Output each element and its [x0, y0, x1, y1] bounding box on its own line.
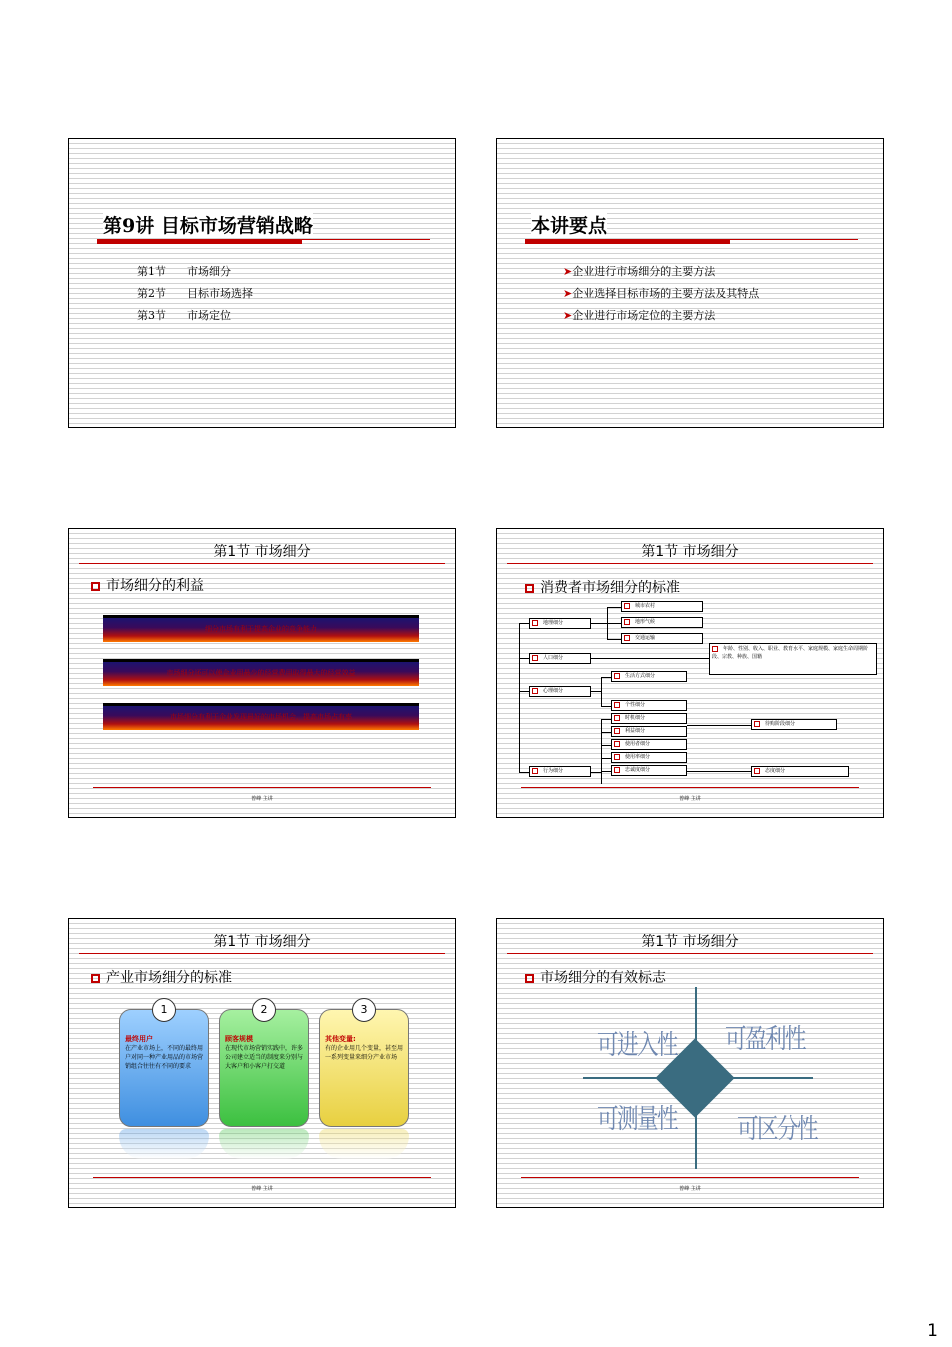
- card-text: 在现代市场营销实践中，许多公司建立适当的制度来分别与大客户和小客户打交道: [225, 1045, 304, 1070]
- bullet-square-icon: [525, 584, 534, 593]
- slide-heading: 市场细分的利益: [91, 575, 204, 595]
- toc-item: 第1节 市场细分: [137, 265, 231, 278]
- toc-item: 第2节 目标市场选择: [137, 287, 253, 300]
- psy-item: 生活方式细分: [611, 671, 687, 682]
- slide-title: 第9讲 目标市场营销战略: [103, 211, 313, 238]
- title-underline: [97, 239, 302, 244]
- title-rule: [730, 239, 858, 240]
- section-title: 第1节 市场细分: [641, 544, 739, 560]
- card-number: 1: [152, 998, 176, 1022]
- demographic-box: 年龄、性别、收入、职业、教育水平、家庭规模、家庭生命周期阶段、宗教、种族、国籍: [709, 643, 877, 675]
- footer-text: 曾峰 主讲: [679, 796, 701, 802]
- tree-line: [601, 719, 611, 720]
- key-point: ➤企业选择目标市场的主要方法及其特点: [563, 287, 760, 300]
- card-number: 2: [252, 998, 276, 1022]
- tree-line: [591, 658, 709, 659]
- tree-line: [601, 677, 602, 706]
- card-title: 最终用户: [125, 1035, 153, 1043]
- header-rule: [507, 563, 873, 564]
- slide-4[interactable]: [496, 528, 884, 818]
- slide-2[interactable]: [496, 138, 884, 428]
- card-title: 顾客规模: [225, 1035, 253, 1043]
- key-point: ➤企业进行市场细分的主要方法: [563, 265, 716, 278]
- tree-line: [519, 691, 529, 692]
- behavior-item: 时机细分: [611, 713, 687, 724]
- key-point: ➤企业进行市场定位的主要方法: [563, 309, 716, 322]
- behavior-item: 忠诚度细分: [611, 765, 687, 776]
- tree-line: [601, 706, 611, 707]
- header-rule: [79, 953, 445, 954]
- geo-item: 城市农村: [621, 601, 703, 612]
- tree-line: [601, 677, 611, 678]
- title-underline: [525, 239, 730, 244]
- card-text: 在产业市场上，不同的最终用户对同一种产业用品的市场营销组合往往有不同的要求: [125, 1045, 204, 1070]
- tree-line: [601, 719, 602, 784]
- header-rule: [507, 953, 873, 954]
- benefit-bar: 细分市场有利于提高企业的竞争能力: [103, 615, 419, 642]
- card-end-user: [119, 1003, 209, 1127]
- tree-line: [687, 725, 751, 726]
- slide-title: 本讲要点: [531, 211, 607, 238]
- footer-rule: [93, 787, 431, 788]
- card-customer-size: [219, 1003, 309, 1127]
- footer-rule: [521, 787, 859, 788]
- footer-text: 曾峰 主讲: [251, 796, 273, 802]
- slide-5[interactable]: [68, 918, 456, 1208]
- footer-rule: [521, 1177, 859, 1178]
- behavior-item: 使用者细分: [611, 739, 687, 750]
- toc-item: 第3节 市场定位: [137, 309, 231, 322]
- card-other-variables: [319, 1003, 409, 1127]
- tree-line: [607, 639, 621, 640]
- tree-line: [607, 623, 621, 624]
- bullet-square-icon: [525, 974, 534, 983]
- behavior-item: 使用率细分: [611, 752, 687, 763]
- bullet-square-icon: [91, 582, 100, 591]
- card-text: 有的企业用几个变量，甚至用一系列变量来细分产业市场: [325, 1045, 404, 1061]
- section-title: 第1节 市场细分: [641, 934, 739, 950]
- criterion-accessible: 可进入性: [597, 1030, 677, 1061]
- title-rule: [302, 239, 430, 240]
- page-number: 1: [927, 1321, 938, 1341]
- section-title: 第1节 市场细分: [213, 544, 311, 560]
- footer-text: 曾峰 主讲: [679, 1186, 701, 1192]
- slide-heading: 消费者市场细分的标准: [525, 577, 680, 597]
- extra-item: 态度细分: [751, 766, 849, 777]
- tree-line: [591, 623, 607, 624]
- card-number: 3: [352, 998, 376, 1022]
- benefit-bar: 市场细分还可以使企业用最少的经营费用取得最大的经营效益: [103, 659, 419, 686]
- footer-rule: [93, 1177, 431, 1178]
- category-box-behavior: 行为细分: [529, 766, 591, 777]
- geo-item: 交通运输: [621, 633, 703, 644]
- behavior-item: 利益细分: [611, 726, 687, 737]
- category-box-geo: 地理细分: [529, 618, 591, 629]
- slide-3[interactable]: [68, 528, 456, 818]
- slide-1[interactable]: [68, 138, 456, 428]
- psy-item: 个性细分: [611, 700, 687, 711]
- card-reflection: [319, 1129, 409, 1159]
- tree-line: [601, 732, 611, 733]
- slide-heading: 产业市场细分的标准: [91, 967, 232, 987]
- benefit-bar: 市场细分有利于企业发现最好的市场机会，提高市场占有率: [103, 703, 419, 730]
- tree-trunk: [519, 623, 520, 773]
- slide-heading: 市场细分的有效标志: [525, 967, 666, 987]
- header-rule: [79, 563, 445, 564]
- toc-list: [137, 261, 253, 327]
- criterion-measurable: 可测量性: [597, 1104, 677, 1135]
- section-title: 第1节 市场细分: [213, 934, 311, 950]
- criterion-profitable: 可盈利性: [725, 1024, 805, 1055]
- tree-line: [601, 771, 611, 772]
- criterion-distinguishable: 可区分性: [737, 1114, 817, 1145]
- card-title: 其他变量:: [325, 1035, 356, 1043]
- geo-item: 地形气候: [621, 617, 703, 628]
- card-reflection: [219, 1129, 309, 1159]
- category-box-demo: 人口细分: [529, 653, 591, 664]
- key-points: [563, 261, 759, 327]
- tree-line: [591, 691, 601, 692]
- tree-line: [607, 607, 621, 608]
- extra-item: 待购阶段细分: [751, 719, 837, 730]
- arrow-icon: ➤: [563, 287, 573, 300]
- tree-line: [519, 623, 529, 624]
- card-reflection: [119, 1129, 209, 1159]
- tree-line: [519, 772, 529, 773]
- slide-6[interactable]: [496, 918, 884, 1208]
- footer-text: 曾峰 主讲: [251, 1186, 273, 1192]
- category-box-psy: 心理细分: [529, 686, 591, 697]
- tree-line: [601, 758, 611, 759]
- bullet-square-icon: [91, 974, 100, 983]
- tree-line: [601, 745, 611, 746]
- tree-line: [591, 772, 601, 773]
- tree-line: [687, 771, 751, 772]
- arrow-icon: ➤: [563, 309, 573, 322]
- arrow-icon: ➤: [563, 265, 573, 278]
- tree-line: [519, 658, 529, 659]
